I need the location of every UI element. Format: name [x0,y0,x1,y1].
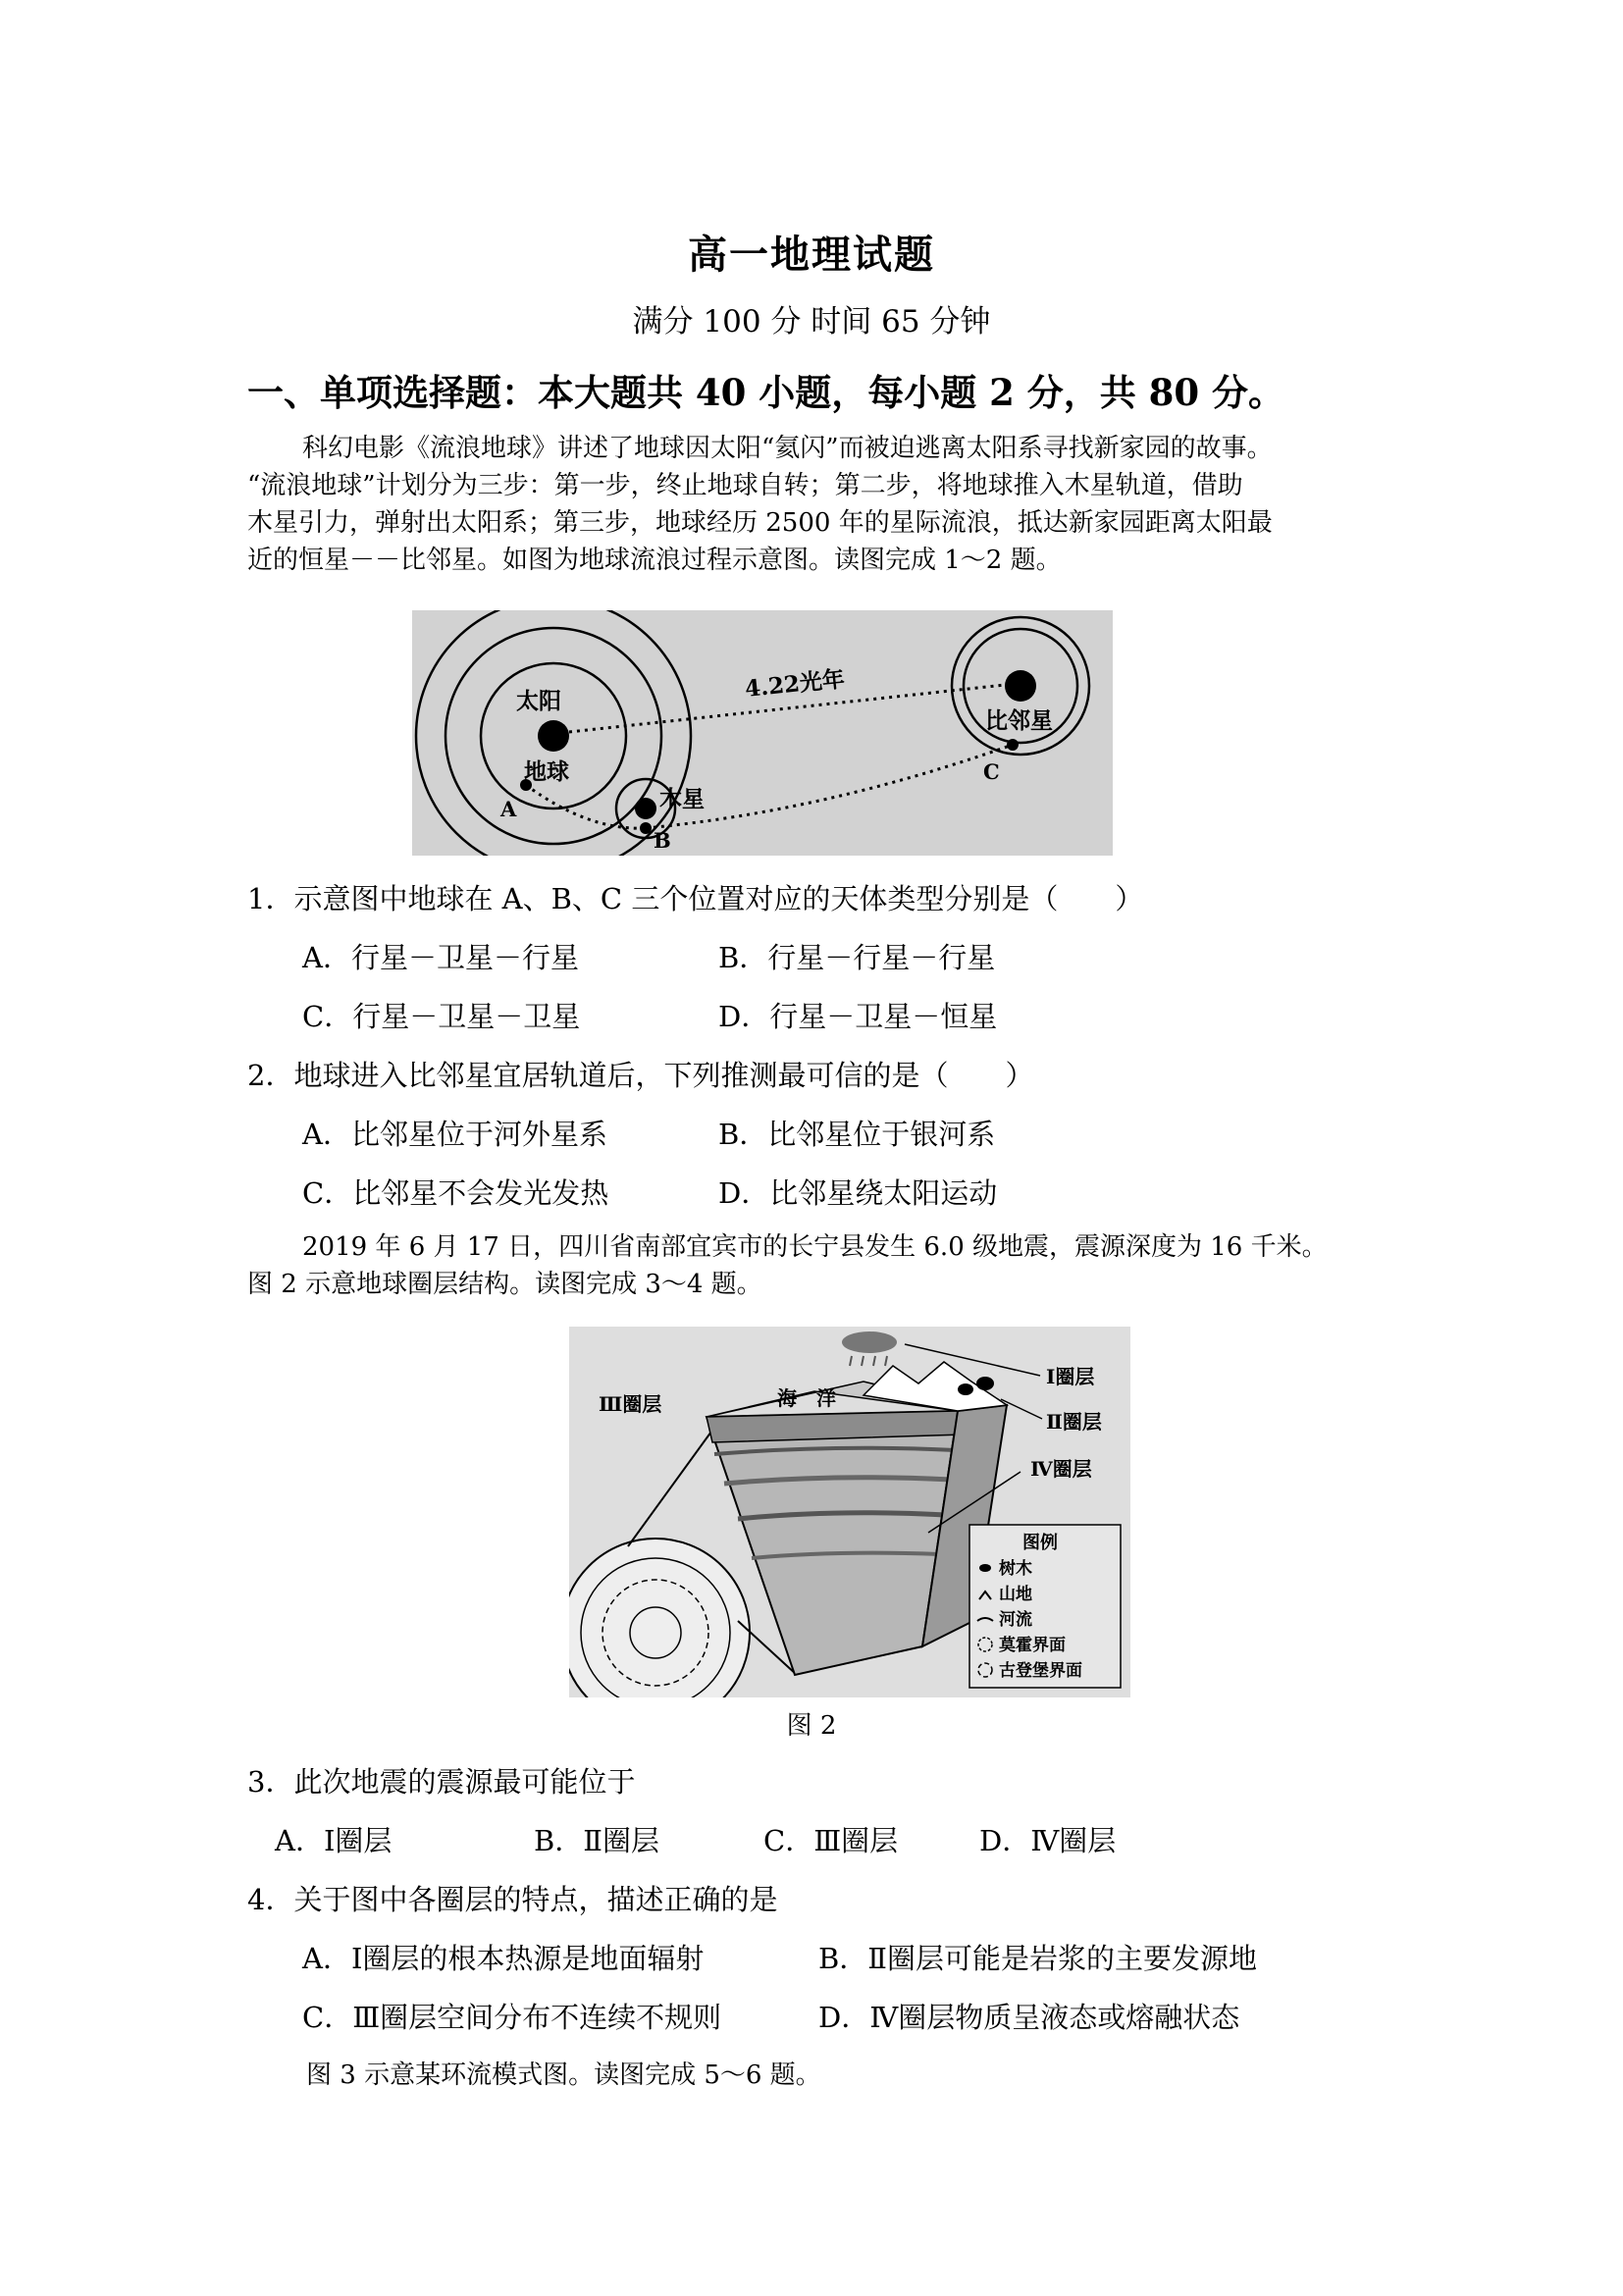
q2-option-a[interactable]: A．比邻星位于河外星系 [302,1118,607,1151]
distance-label: 4.22光年 [743,665,847,703]
q4-option-b[interactable]: B．Ⅱ圈层可能是岩浆的主要发源地 [818,1942,1258,1975]
earth-outer-circle [569,1539,750,1697]
earth-position-b [640,822,652,834]
section-heading: 一、单项选择题：本大题共 40 小题，每小题 2 分，共 80 分。 [247,371,1285,414]
tree-icon [979,1564,991,1572]
reading-passage-2 [247,1228,1395,1303]
legend-item-tree: 树木 [999,1559,1032,1579]
rain-line [873,1356,875,1366]
legend-item-moho: 莫霍界面 [999,1636,1066,1655]
passage-line: 2019 年 6 月 17 日，四川省南部宜宾市的长宁县发生 6.0 级地震，震源深度为 16 千米。 [302,1232,1328,1262]
passage-line: 科幻电影《流浪地球》讲述了地球因太阳“氦闪”而被迫逃离太阳系寻找新家园的故事。 [302,434,1273,463]
tree-icon [976,1377,994,1390]
q3-option-a[interactable]: A．Ⅰ圈层 [275,1824,393,1857]
earth-label: 地球 [524,758,569,785]
reading-passage-1 [247,430,1395,579]
q1-option-d[interactable]: D．行星－卫星－恒星 [718,1000,998,1033]
orbit-diagram-svg [412,610,1113,856]
q2-option-c[interactable]: C．比邻星不会发光发热 [302,1176,609,1210]
page-title: 高一地理试题 [688,232,935,278]
layer-4-label: Ⅳ圈层 [1030,1457,1092,1481]
rain-line [885,1356,887,1366]
point-c-label: C [983,759,1000,784]
figure-1-orbit-diagram [412,610,1113,856]
q2-option-b[interactable]: B．比邻星位于银河系 [718,1118,996,1151]
jupiter-label: 木星 [659,786,705,812]
point-b-label: B [654,828,671,853]
q1-option-c[interactable]: C．行星－卫星－卫星 [302,1000,581,1033]
q2-option-d[interactable]: D．比邻星绕太阳运动 [718,1176,998,1210]
question-1-stem: 1．示意图中地球在 A、B、C 三个位置对应的天体类型分别是（ ） [247,882,1144,915]
tree-icon [958,1383,973,1395]
q3-option-d[interactable]: D．Ⅳ圈层 [979,1824,1117,1857]
legend-title: 图例 [1022,1533,1058,1553]
passage-line: 图 3 示意某环流模式图。读图完成 5～6 题。 [306,2061,821,2090]
earth-layers-svg [569,1327,1130,1697]
layer-2-label: Ⅱ圈层 [1046,1410,1102,1434]
q4-option-a[interactable]: A．Ⅰ圈层的根本热源是地面辐射 [302,1942,705,1975]
exam-info: 满分 100 分 时间 65 分钟 [632,304,991,339]
cloud-icon [842,1331,897,1353]
sun-dot [538,720,569,752]
figure-2-earth-layers [569,1327,1130,1697]
passage-line: 木星引力，弹射出太阳系；第三步，地球经历 2500 年的星际流浪，抵达新家园距离太阳最 [247,508,1273,538]
q4-option-d[interactable]: D．Ⅳ圈层物质呈液态或熔融状态 [818,2001,1240,2034]
leader-line [905,1344,1040,1376]
jupiter-dot [635,798,656,819]
legend-item-gutenberg: 古登堡界面 [999,1661,1082,1681]
question-3-stem: 3．此次地震的震源最可能位于 [247,1765,636,1799]
rain-line [862,1356,864,1366]
connector-line [628,1425,716,1546]
earth-position-c [1007,739,1019,751]
passage-line: “流浪地球”计划分为三步：第一步，终止地球自转；第二步，将地球推入木星轨道，借助 [247,471,1243,500]
q3-option-c[interactable]: C．Ⅲ圈层 [763,1824,899,1857]
legend-item-mountain: 山地 [999,1585,1032,1604]
question-2-stem: 2．地球进入比邻星宜居轨道后，下列推测最可信的是（ ） [247,1059,1034,1092]
rain-line [850,1356,852,1366]
legend-item-river: 河流 [999,1610,1032,1630]
q4-option-c[interactable]: C．Ⅲ圈层空间分布不连续不规则 [302,2001,722,2034]
trajectory-a-b [526,785,646,828]
proxima-label: 比邻星 [985,707,1053,734]
passage-line: 近的恒星－－比邻星。如图为地球流浪过程示意图。读图完成 1～2 题。 [247,546,1062,575]
q1-option-a[interactable]: A．行星－卫星－行星 [302,941,579,974]
q1-option-b[interactable]: B．行星－行星－行星 [718,941,996,974]
figure-2-caption: 图 2 [786,1711,837,1741]
question-4-stem: 4．关于图中各圈层的特点，描述正确的是 [247,1883,778,1916]
layer-3-label: Ⅲ圈层 [599,1392,662,1416]
q3-option-b[interactable]: B．Ⅱ圈层 [534,1824,660,1857]
passage-line: 图 2 示意地球圈层结构。读图完成 3～4 题。 [247,1270,762,1299]
sun-label: 太阳 [516,688,561,714]
point-a-label: A [500,797,517,821]
layer-1-label: Ⅰ圈层 [1046,1365,1095,1388]
reading-passage-3 [306,2057,1454,2094]
proxima-dot [1005,670,1036,702]
ocean-label: 海 洋 [777,1386,836,1410]
